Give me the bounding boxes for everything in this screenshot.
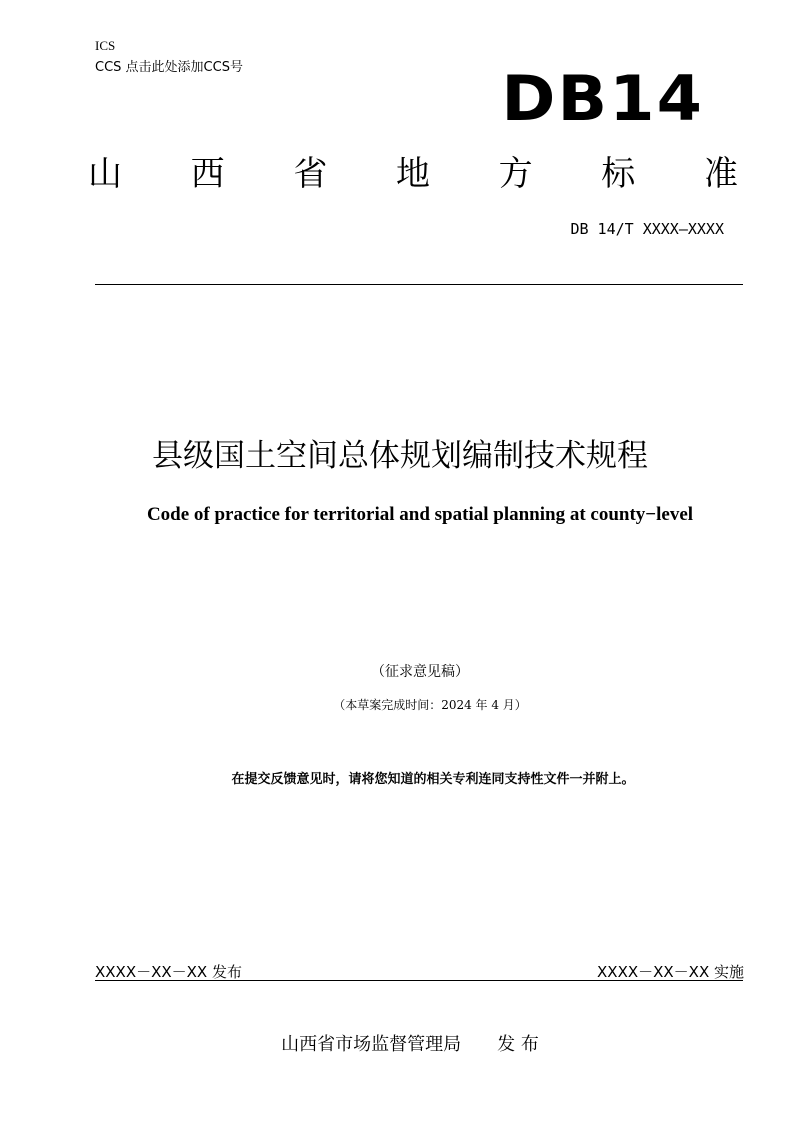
standard-type-char: 方	[498, 154, 533, 194]
publisher-name: 山西省市场监督管理局	[281, 1034, 462, 1055]
standard-type-char: 省	[293, 154, 328, 194]
publish-word: 发 布	[497, 1034, 539, 1055]
standard-type-char: 准	[703, 154, 738, 194]
bottom-divider	[95, 980, 743, 981]
issue-date: XXXX－XX－XX 发布	[95, 963, 242, 981]
draft-label: （征求意见稿）	[371, 664, 469, 680]
document-title-en: Code of practice for territorial and spatial planning at county−level	[146, 504, 694, 525]
standard-type-char: 山	[88, 154, 122, 194]
draft-completion-date: （本草案完成时间：2024 年 4 月）	[333, 698, 527, 712]
patent-notice: 在提交反馈意见时，请将您知道的相关专利连同支持性文件一并附上。	[231, 772, 635, 787]
top-divider	[95, 284, 743, 285]
implementation-date: XXXX－XX－XX 实施	[597, 963, 744, 981]
document-title-zh: 县级国土空间总体规划编制技术规程	[152, 438, 648, 474]
standard-type-char: 地	[395, 154, 430, 194]
standard-type-char: 标	[601, 154, 636, 194]
db-logo: DB14	[501, 62, 704, 135]
standard-type-char: 西	[190, 154, 225, 194]
standard-type-title	[88, 152, 738, 196]
standard-number: DB 14/T XXXX—XXXX	[570, 220, 724, 238]
ics-code: ICS	[95, 38, 116, 53]
publisher-line	[0, 1033, 800, 1057]
ccs-code[interactable]: CCS 点击此处添加CCS号	[95, 60, 243, 75]
